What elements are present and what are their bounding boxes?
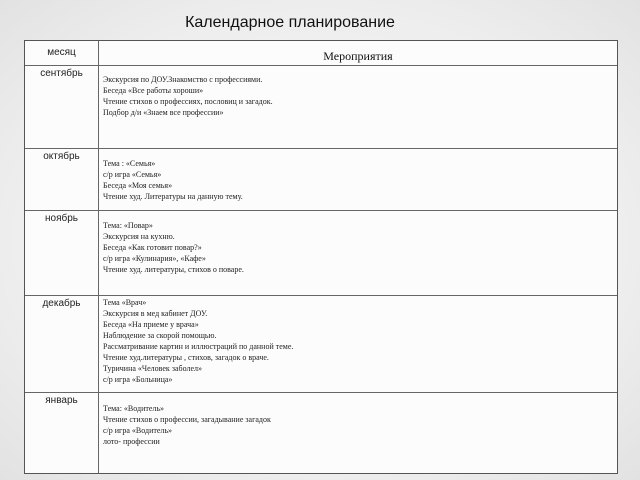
- event-line: Экскурсия в мед кабинет ДОУ.: [103, 309, 208, 318]
- header-month: месяц: [25, 41, 99, 65]
- event-line: Чтение худ. литературы, стихов о поваре.: [103, 265, 244, 274]
- table-row-september: [25, 66, 617, 149]
- calendar-table: [24, 40, 618, 474]
- table-row-december: [25, 296, 617, 393]
- event-line: Беседа «Моя семья»: [103, 181, 173, 190]
- month-cell: октябрь: [25, 149, 99, 210]
- events-cell: [103, 403, 613, 447]
- table-row-october: [25, 149, 617, 211]
- table-header-row: [25, 41, 617, 66]
- table-row-january: [25, 393, 617, 473]
- event-line: Беседа «На приеме у врача»: [103, 320, 199, 329]
- month-cell: сентябрь: [25, 66, 99, 148]
- month-cell: ноябрь: [25, 211, 99, 295]
- event-line: с/р игра «Семья»: [103, 170, 162, 179]
- event-line: Туричина «Человек заболел»: [103, 364, 203, 373]
- event-line: Беседа «Все работы хороши»: [103, 86, 204, 95]
- event-line: с/р игра «Кулинария», «Кафе»: [103, 254, 206, 263]
- event-line: Беседа «Как готовит повар?»: [103, 243, 202, 252]
- event-line: Тема: «Повар»: [103, 221, 153, 230]
- event-line: с/р игра «Водитель»: [103, 426, 173, 435]
- event-line: Тема «Врач»: [103, 298, 147, 307]
- month-cell: январь: [25, 393, 99, 473]
- event-line: Тема: «Водитель»: [103, 404, 165, 413]
- header-events: Мероприятия: [323, 49, 393, 63]
- events-cell: [103, 297, 613, 385]
- event-line: Экскурсия по ДОУ.Знакомство с профессиями.: [103, 75, 263, 84]
- events-cell: [103, 74, 613, 118]
- event-line: лото- профессии: [103, 437, 160, 446]
- event-line: Рассматривание картин и иллюстраций по данной теме.: [103, 342, 294, 351]
- event-line: Чтение худ.литературы , стихов, загадок о враче.: [103, 353, 269, 362]
- event-line: Наблюдение за скорой помощью.: [103, 331, 217, 340]
- table-row-november: [25, 211, 617, 296]
- event-line: Экскурсия на кухню.: [103, 232, 175, 241]
- event-line: Чтение стихов о профессии, загадывание загадок: [103, 415, 271, 424]
- month-cell: декабрь: [25, 296, 99, 392]
- event-line: Чтение худ. Литературы на данную тему.: [103, 192, 243, 201]
- events-cell: [103, 158, 613, 202]
- event-line: с/р игра «Больница»: [103, 375, 173, 384]
- page-title: Календарное планирование: [185, 14, 395, 31]
- event-line: Чтение стихов о профессиях, пословиц и загадок.: [103, 97, 273, 106]
- events-cell: [103, 220, 613, 275]
- event-line: Тема : «Семья»: [103, 159, 156, 168]
- event-line: Подбор д/и «Знаем все профессии»: [103, 108, 224, 117]
